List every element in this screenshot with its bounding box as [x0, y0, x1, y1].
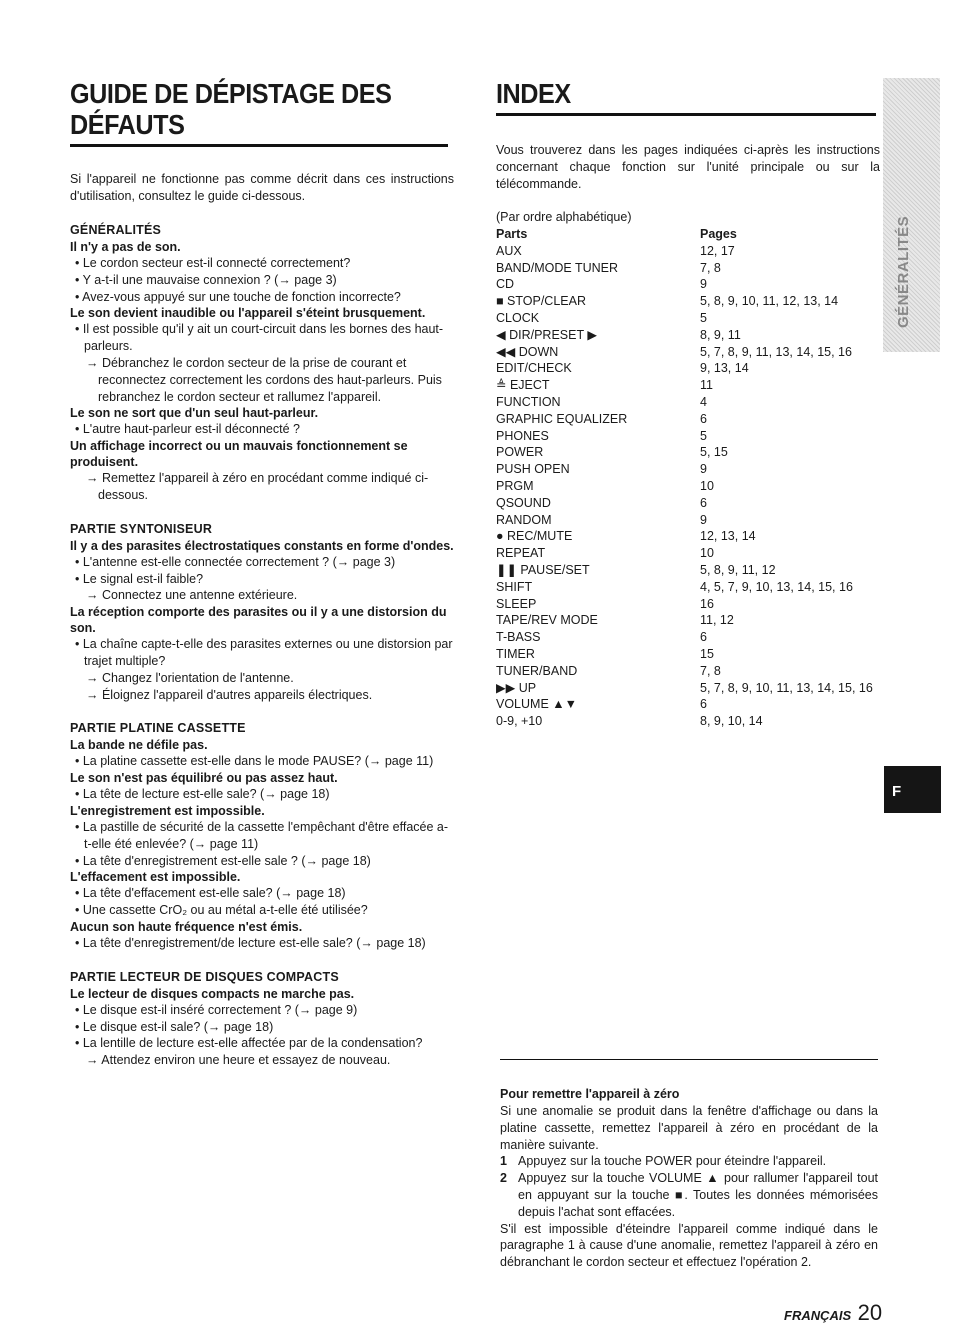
section-heading: PARTIE SYNTONISEUR	[70, 521, 213, 536]
check-bullet: • La chaîne capte-t-elle des parasites externes ou une distorsion par trajet multiple?	[75, 637, 453, 668]
index-pages: 5	[700, 310, 707, 325]
symptom-heading: Un affichage incorrect ou un mauvais fonctionnement se produisent.	[70, 439, 408, 470]
symptom-heading: Aucun son haute fréquence n'est émis.	[70, 919, 303, 934]
index-row	[496, 327, 880, 344]
index-part: TUNER/BAND	[496, 663, 578, 678]
step-number: 2	[500, 1171, 507, 1186]
check-bullet: • Le cordon secteur est-il connecté correctement?	[75, 256, 351, 270]
symptom-heading: Il y a des parasites électrostatiques constants en forme d'ondes.	[70, 538, 454, 553]
index-row	[496, 629, 880, 646]
index-part: SLEEP	[496, 596, 537, 611]
index-part: QSOUND	[496, 495, 551, 510]
index-pages: 9	[700, 277, 707, 292]
index-intro: Vous trouverez dans les pages indiquées ci-après les instructions concernant chaque fonction sur l'unité principale ou sur la télécommande.	[496, 143, 880, 191]
step-text: Appuyez sur la touche VOLUME ▲ pour rallumer l'appareil tout en appuyant sur la touche ■. Toutes les données mémorisées depuis l'achat sont effacées.	[518, 1171, 878, 1219]
index-pages: 5, 8, 9, 11, 12	[700, 562, 776, 577]
index-pages: 5, 8, 9, 10, 11, 12, 13, 14	[700, 294, 839, 309]
symptom-heading: La réception comporte des parasites ou il y a une distorsion du son.	[70, 605, 447, 636]
remedy-arrow: → Remettez l'appareil à zéro en procédant comme indiqué ci-dessous.	[86, 471, 429, 502]
index-part: BAND/MODE TUNER	[496, 260, 619, 275]
index-row	[496, 344, 880, 361]
index-pages: 9, 13, 14	[700, 361, 749, 376]
reset-box	[500, 1059, 878, 1271]
index-title: INDEX	[496, 78, 571, 109]
reset-rule	[500, 1059, 878, 1060]
index-part: ≜ EJECT	[496, 378, 550, 393]
index-order-note: (Par ordre alphabétique)	[496, 210, 632, 224]
remedy-arrow: → Changez l'orientation de l'antenne.	[86, 670, 294, 685]
check-bullet: • La platine cassette est-elle dans le mode PAUSE? (→ page 11)	[75, 754, 434, 769]
index-row	[496, 260, 880, 277]
index-row	[496, 663, 880, 680]
index-part: PHONES	[496, 428, 549, 443]
symptom-heading: L'enregistrement est impossible.	[70, 803, 265, 818]
index-row	[496, 596, 880, 613]
index-part: PUSH OPEN	[496, 462, 570, 477]
check-bullet: • Le disque est-il inséré correctement ? (→ page 9)	[75, 1002, 358, 1017]
index-pages: 5, 7, 8, 9, 10, 11, 13, 14, 15, 16	[700, 680, 873, 695]
troubleshooting-sections	[70, 222, 454, 1069]
index-row	[496, 293, 880, 310]
troubleshooting-section	[70, 521, 454, 704]
index-row	[496, 713, 880, 730]
section-heading: GÉNÉRALITÉS	[70, 223, 162, 237]
index-part: SHIFT	[496, 579, 533, 594]
index-part: RANDOM	[496, 512, 552, 527]
reset-intro: Si une anomalie se produit dans la fenêtre d'affichage ou dans la platine cassette, remettez l'appareil à zéro en procédant de la manière suivante.	[500, 1104, 878, 1152]
check-bullet: • L'autre haut-parleur est-il déconnecté ?	[75, 422, 300, 437]
index-part: REPEAT	[496, 546, 546, 561]
index-row	[496, 579, 880, 596]
step-text: Appuyez sur la touche POWER pour éteindre l'appareil.	[518, 1154, 827, 1169]
index-part: TAPE/REV MODE	[496, 613, 598, 628]
index-part: ◀◀ DOWN	[496, 344, 559, 359]
index-pages: 6	[700, 697, 707, 712]
symptom-heading: Le son n'est pas équilibré ou pas assez haut.	[70, 771, 338, 786]
title-rule	[70, 144, 448, 147]
index-row	[496, 696, 880, 713]
index-pages: 5, 7, 8, 9, 11, 13, 14, 15, 16	[700, 344, 852, 359]
check-bullet: • La tête d'enregistrement/de lecture est-elle sale? (→ page 18)	[75, 935, 426, 950]
index-row	[496, 377, 880, 394]
index-pages: 7, 8	[700, 663, 721, 678]
check-bullet: • Le disque est-il sale? (→ page 18)	[75, 1019, 274, 1034]
check-bullet: • La tête de lecture est-elle sale? (→ page 18)	[75, 787, 330, 802]
reset-title: Pour remettre l'appareil à zéro	[500, 1087, 680, 1101]
check-bullet: • La tête d'enregistrement est-elle sale ? (→ page 18)	[75, 853, 371, 868]
index-row	[496, 646, 880, 663]
index-pages: 15	[700, 646, 714, 661]
check-bullet: • Il est possible qu'il y ait un court-circuit dans les bornes des haut-parleurs.	[75, 322, 444, 354]
remedy-arrow: → Débranchez le cordon secteur de la prise de courant et reconnectez correctement les cordons des haut-parleurs. Puis rebranchez le cordon secteur et rallumez l'appareil.	[86, 355, 442, 404]
index-row	[496, 680, 880, 697]
index-part: PRGM	[496, 478, 534, 493]
remedy-arrow: → Attendez environ une heure et essayez de nouveau.	[86, 1053, 391, 1068]
symptom-heading: Il n'y a pas de son.	[70, 240, 181, 254]
footer-language: FRANÇAIS	[784, 1308, 852, 1323]
index-row	[496, 495, 880, 512]
index-header-row	[496, 226, 880, 243]
index-part: TIMER	[496, 646, 535, 661]
check-bullet: • Le signal est-il faible?	[75, 571, 204, 586]
check-bullet: • La tête d'effacement est-elle sale? (→ page 18)	[75, 886, 346, 901]
index-part: ❚❚ PAUSE/SET	[496, 562, 590, 577]
index-part: CD	[496, 277, 515, 292]
symptom-heading: Le lecteur de disques compacts ne marche pas.	[70, 986, 355, 1001]
symptom-heading: La bande ne défile pas.	[70, 738, 208, 753]
index-row	[496, 612, 880, 629]
parts-column-header: Parts	[496, 227, 528, 241]
pages-column-header: Pages	[700, 227, 737, 241]
index-row	[496, 562, 880, 579]
index-part: ◀ DIR/PRESET ▶	[496, 327, 597, 342]
troubleshooting-section	[70, 720, 454, 951]
index-row	[496, 428, 880, 445]
reset-step	[500, 1170, 878, 1220]
index-part: VOLUME ▲▼	[496, 697, 578, 712]
index-part: ■ STOP/CLEAR	[496, 294, 586, 309]
index-row	[496, 276, 880, 293]
index-row	[496, 461, 880, 478]
symptom-heading: L'effacement est impossible.	[70, 870, 241, 885]
index-part: 0-9, +10	[496, 714, 543, 729]
index-part: POWER	[496, 445, 544, 460]
index-pages: 4, 5, 7, 9, 10, 13, 14, 15, 16	[700, 579, 853, 594]
check-bullet: • Y a-t-il une mauvaise connexion ? (→ page 3)	[75, 272, 337, 287]
index-row	[496, 528, 880, 545]
side-band-label: GÉNÉRALITÉS	[895, 215, 912, 328]
index-part: T-BASS	[496, 630, 541, 645]
troubleshooting-column	[70, 78, 454, 1069]
troubleshooting-intro: Si l'appareil ne fonctionne pas comme décrit dans ces instructions d'utilisation, consultez le guide ci-dessous.	[70, 172, 454, 203]
index-column	[496, 78, 880, 730]
step-number: 1	[500, 1154, 507, 1169]
index-pages: 6	[700, 630, 707, 645]
section-heading: PARTIE LECTEUR DE DISQUES COMPACTS	[70, 969, 339, 984]
troubleshooting-title: GUIDE DE DÉPISTAGE DES DÉFAUTS	[70, 78, 392, 140]
check-bullet: • Avez-vous appuyé sur une touche de fonction incorrecte?	[75, 289, 401, 304]
index-pages: 8, 9, 10, 14	[700, 714, 763, 729]
index-pages: 6	[700, 411, 707, 426]
index-pages: 9	[700, 512, 707, 527]
index-pages: 5, 15	[700, 445, 728, 460]
reset-step	[500, 1153, 878, 1170]
index-pages: 11, 12	[700, 613, 734, 628]
index-part: AUX	[496, 243, 522, 258]
symptom-heading: Le son ne sort que d'un seul haut-parleur.	[70, 406, 319, 421]
index-part: GRAPHIC EQUALIZER	[496, 411, 628, 426]
reset-outro: S'il est impossible d'éteindre l'appareil comme indiqué dans le paragraphe 1 à cause d'une anomalie, remettez l'appareil à zéro en débranchant le cordon secteur et effectuez l'opération 2.	[500, 1221, 878, 1270]
index-row	[496, 478, 880, 495]
index-part: CLOCK	[496, 310, 540, 325]
index-pages: 10	[700, 546, 714, 561]
index-pages: 4	[700, 394, 707, 409]
index-pages: 10	[700, 478, 714, 493]
index-part: EDIT/CHECK	[496, 361, 572, 376]
index-pages: 5	[700, 428, 707, 443]
index-pages: 9	[700, 462, 707, 477]
remedy-arrow: → Éloignez l'appareil d'autres appareils électriques.	[86, 687, 373, 702]
index-row	[496, 243, 880, 260]
troubleshooting-section	[70, 969, 454, 1069]
symptom-heading: Le son devient inaudible ou l'appareil s'éteint brusquement.	[70, 306, 426, 321]
index-row	[496, 310, 880, 327]
index-rows	[496, 243, 880, 730]
index-row	[496, 411, 880, 428]
check-bullet: • La pastille de sécurité de la cassette l'empêchant d'être effacée a-t-elle été enlevée? (→ page 11)	[75, 819, 449, 851]
index-pages: 12, 17	[700, 243, 735, 258]
check-bullet: • Une cassette CrO₂ ou au métal a-t-elle été utilisée?	[75, 903, 368, 918]
index-pages: 8, 9, 11	[700, 327, 741, 342]
index-table	[496, 226, 880, 730]
index-row	[496, 545, 880, 562]
index-title-rule	[496, 113, 876, 116]
section-side-band	[883, 78, 940, 352]
page-footer	[784, 1300, 882, 1326]
index-pages: 11	[700, 378, 713, 393]
troubleshooting-section	[70, 222, 454, 504]
section-heading: PARTIE PLATINE CASSETTE	[70, 721, 246, 736]
index-row	[496, 394, 880, 411]
index-pages: 6	[700, 495, 707, 510]
check-bullet: • L'antenne est-elle connectée correctement ? (→ page 3)	[75, 554, 396, 569]
index-pages: 12, 13, 14	[700, 529, 756, 544]
index-pages: 7, 8	[700, 260, 721, 275]
index-row	[496, 444, 880, 461]
index-part: ▶▶ UP	[496, 680, 537, 695]
check-bullet: • La lentille de lecture est-elle affectée par de la condensation?	[75, 1036, 423, 1051]
index-part: ● REC/MUTE	[496, 529, 573, 544]
index-pages: 16	[700, 596, 714, 611]
remedy-arrow: → Connectez une antenne extérieure.	[86, 588, 298, 603]
index-part: FUNCTION	[496, 394, 561, 409]
index-row	[496, 360, 880, 377]
page-number: 20	[857, 1300, 883, 1325]
index-row	[496, 512, 880, 529]
language-tab: F	[884, 766, 941, 813]
reset-steps	[500, 1153, 878, 1220]
